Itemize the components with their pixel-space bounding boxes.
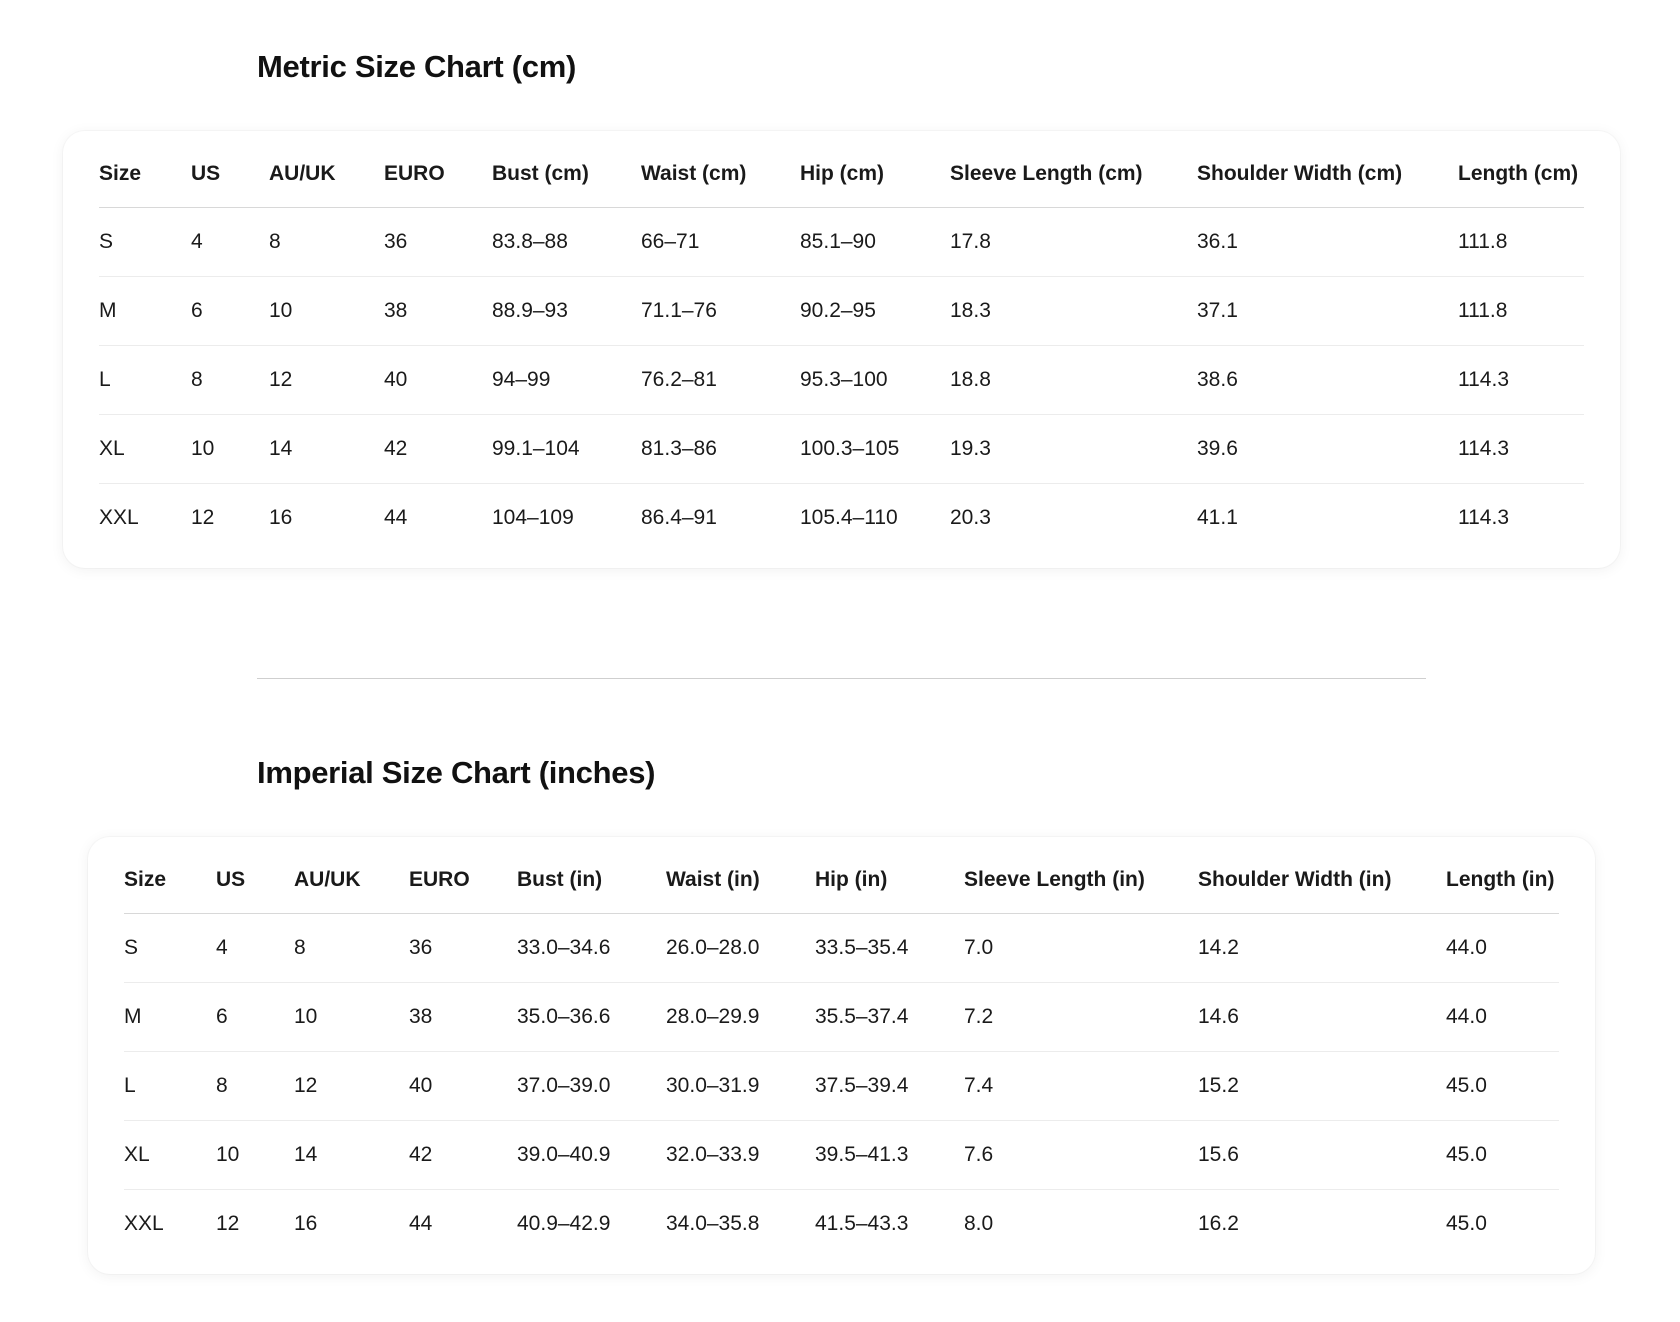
cell-euro: 44 <box>384 505 408 529</box>
column-header-length: Length (cm) <box>1458 131 1584 207</box>
cell-waist: 81.3–86 <box>641 414 800 483</box>
cell-au-uk: 12 <box>269 345 384 414</box>
cell-sleeve-length: 7.2 <box>964 982 1198 1051</box>
column-header-shoulder-width: Shoulder Width (cm) <box>1197 131 1458 207</box>
cell-bust: 35.0–36.6 <box>517 982 666 1051</box>
column-header-waist: Waist (cm) <box>641 131 800 207</box>
cell-hip: 39.5–41.3 <box>815 1120 964 1189</box>
cell-bust: 83.8–88 <box>492 207 641 276</box>
cell-length: 44.0 <box>1446 913 1559 982</box>
cell-bust: 40.9–42.9 <box>517 1211 611 1235</box>
table-row <box>124 1051 1559 1120</box>
cell-size: XL <box>124 1120 216 1189</box>
column-header-waist: Waist (in) <box>666 837 815 913</box>
cell-au-uk: 14 <box>294 1120 409 1189</box>
cell-waist: 76.2–81 <box>641 345 800 414</box>
cell-us: 6 <box>216 982 294 1051</box>
column-header-hip: Hip (cm) <box>800 131 950 207</box>
column-header-au-uk: AU/UK <box>269 131 384 207</box>
cell-au-uk: 16 <box>269 505 293 529</box>
cell-length: 45.0 <box>1446 1120 1559 1189</box>
cell-size: XXL <box>99 505 139 529</box>
column-header-euro: EURO <box>409 837 517 913</box>
metric-chart-title: Metric Size Chart (cm) <box>257 49 576 84</box>
cell-hip: 41.5–43.3 <box>815 1211 909 1235</box>
cell-sleeve-length: 17.8 <box>950 207 1197 276</box>
metric-size-table-card <box>63 131 1620 568</box>
cell-waist: 34.0–35.8 <box>666 1211 760 1235</box>
cell-hip: 95.3–100 <box>800 345 950 414</box>
cell-bust: 94–99 <box>492 345 641 414</box>
cell-au-uk: 12 <box>294 1051 409 1120</box>
cell-euro: 40 <box>409 1051 517 1120</box>
cell-shoulder-width: 14.6 <box>1198 982 1446 1051</box>
table-row <box>124 982 1559 1051</box>
table-row <box>124 1120 1559 1189</box>
cell-waist: 30.0–31.9 <box>666 1051 815 1120</box>
cell-hip: 35.5–37.4 <box>815 982 964 1051</box>
cell-size: S <box>99 207 191 276</box>
cell-size: L <box>124 1051 216 1120</box>
cell-size: L <box>99 345 191 414</box>
cell-shoulder-width: 37.1 <box>1197 276 1458 345</box>
column-header-us: US <box>216 837 294 913</box>
cell-waist: 71.1–76 <box>641 276 800 345</box>
cell-bust: 104–109 <box>492 505 574 529</box>
imperial-size-table <box>124 837 1559 1258</box>
cell-hip: 105.4–110 <box>800 505 898 529</box>
cell-us: 12 <box>191 505 215 529</box>
cell-sleeve-length: 7.0 <box>964 913 1198 982</box>
cell-euro: 36 <box>409 913 517 982</box>
table-row <box>99 276 1584 345</box>
cell-hip: 100.3–105 <box>800 414 950 483</box>
cell-us: 8 <box>216 1051 294 1120</box>
table-row <box>99 207 1584 276</box>
table-row <box>124 1189 1559 1258</box>
cell-us: 12 <box>216 1211 240 1235</box>
cell-hip: 90.2–95 <box>800 276 950 345</box>
cell-waist: 28.0–29.9 <box>666 982 815 1051</box>
cell-euro: 38 <box>384 276 492 345</box>
cell-bust: 33.0–34.6 <box>517 913 666 982</box>
cell-au-uk: 8 <box>294 913 409 982</box>
column-header-hip: Hip (in) <box>815 837 964 913</box>
cell-length: 45.0 <box>1446 1051 1559 1120</box>
column-header-size: Size <box>124 837 216 913</box>
column-header-bust: Bust (cm) <box>492 131 641 207</box>
cell-shoulder-width: 38.6 <box>1197 345 1458 414</box>
cell-length: 114.3 <box>1458 414 1584 483</box>
column-header-bust: Bust (in) <box>517 837 666 913</box>
cell-size: XXL <box>124 1211 164 1235</box>
column-header-size: Size <box>99 131 191 207</box>
cell-euro: 40 <box>384 345 492 414</box>
cell-us: 8 <box>191 345 269 414</box>
cell-euro: 38 <box>409 982 517 1051</box>
cell-sleeve-length: 7.4 <box>964 1051 1198 1120</box>
cell-length: 111.8 <box>1458 207 1584 276</box>
cell-length: 114.3 <box>1458 345 1584 414</box>
column-header-shoulder-width: Shoulder Width (in) <box>1198 837 1446 913</box>
cell-us: 4 <box>191 207 269 276</box>
imperial-size-table-card <box>88 837 1595 1274</box>
cell-shoulder-width: 39.6 <box>1197 414 1458 483</box>
cell-waist: 26.0–28.0 <box>666 913 815 982</box>
table-row <box>99 345 1584 414</box>
cell-au-uk: 14 <box>269 414 384 483</box>
cell-sleeve-length: 7.6 <box>964 1120 1198 1189</box>
cell-shoulder-width: 15.2 <box>1198 1051 1446 1120</box>
cell-us: 4 <box>216 913 294 982</box>
column-header-us: US <box>191 131 269 207</box>
cell-us: 10 <box>191 414 269 483</box>
cell-sleeve-length: 20.3 <box>950 505 991 529</box>
table-header-row <box>124 837 1559 913</box>
cell-euro: 42 <box>409 1120 517 1189</box>
cell-shoulder-width: 16.2 <box>1198 1211 1239 1235</box>
cell-bust: 39.0–40.9 <box>517 1120 666 1189</box>
table-row <box>124 913 1559 982</box>
cell-size: XL <box>99 414 191 483</box>
cell-waist: 32.0–33.9 <box>666 1120 815 1189</box>
cell-sleeve-length: 18.3 <box>950 276 1197 345</box>
cell-size: M <box>124 982 216 1051</box>
cell-shoulder-width: 36.1 <box>1197 207 1458 276</box>
cell-euro: 44 <box>409 1211 433 1235</box>
cell-waist: 66–71 <box>641 207 800 276</box>
cell-hip: 37.5–39.4 <box>815 1051 964 1120</box>
cell-size: S <box>124 913 216 982</box>
cell-au-uk: 8 <box>269 207 384 276</box>
cell-sleeve-length: 18.8 <box>950 345 1197 414</box>
cell-length: 44.0 <box>1446 982 1559 1051</box>
cell-shoulder-width: 41.1 <box>1197 505 1238 529</box>
metric-size-table <box>99 131 1584 552</box>
cell-us: 10 <box>216 1120 294 1189</box>
cell-bust: 88.9–93 <box>492 276 641 345</box>
column-header-euro: EURO <box>384 131 492 207</box>
table-row <box>99 414 1584 483</box>
column-header-au-uk: AU/UK <box>294 837 409 913</box>
cell-waist: 86.4–91 <box>641 505 717 529</box>
cell-sleeve-length: 8.0 <box>964 1211 994 1235</box>
cell-sleeve-length: 19.3 <box>950 414 1197 483</box>
cell-length: 111.8 <box>1458 276 1584 345</box>
table-header-row <box>99 131 1584 207</box>
cell-shoulder-width: 15.6 <box>1198 1120 1446 1189</box>
column-header-sleeve-length: Sleeve Length (cm) <box>950 131 1197 207</box>
cell-bust: 37.0–39.0 <box>517 1051 666 1120</box>
cell-hip: 85.1–90 <box>800 207 950 276</box>
cell-au-uk: 10 <box>269 276 384 345</box>
cell-bust: 99.1–104 <box>492 414 641 483</box>
table-row <box>99 483 1584 552</box>
cell-au-uk: 10 <box>294 982 409 1051</box>
cell-au-uk: 16 <box>294 1211 318 1235</box>
cell-shoulder-width: 14.2 <box>1198 913 1446 982</box>
cell-length: 45.0 <box>1446 1211 1487 1235</box>
column-header-sleeve-length: Sleeve Length (in) <box>964 837 1198 913</box>
cell-us: 6 <box>191 276 269 345</box>
imperial-chart-title: Imperial Size Chart (inches) <box>257 755 656 790</box>
cell-size: M <box>99 276 191 345</box>
cell-length: 114.3 <box>1458 505 1509 529</box>
cell-euro: 36 <box>384 207 492 276</box>
cell-hip: 33.5–35.4 <box>815 913 964 982</box>
cell-euro: 42 <box>384 414 492 483</box>
section-divider <box>257 678 1426 679</box>
column-header-length: Length (in) <box>1446 837 1559 913</box>
